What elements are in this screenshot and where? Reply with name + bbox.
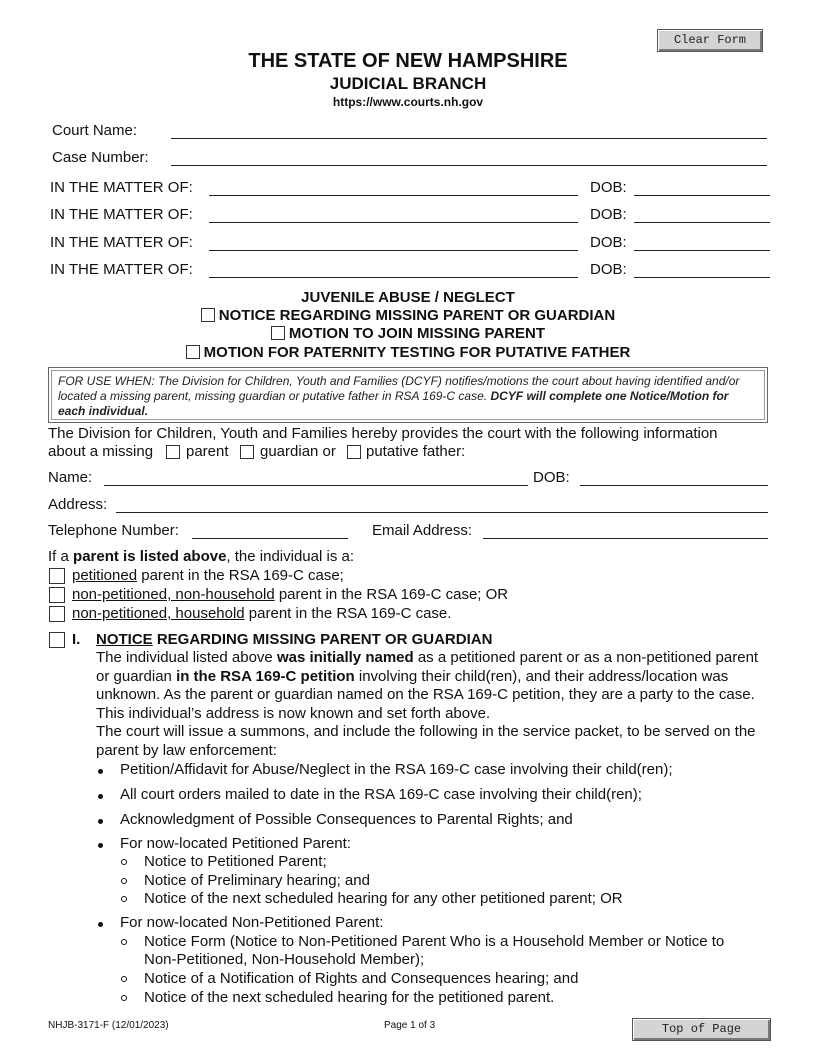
section1-title-rest: REGARDING MISSING PARENT OR GUARDIAN bbox=[152, 631, 493, 648]
missing-parent-label: parent bbox=[186, 443, 229, 460]
sub-bullet-ring bbox=[121, 859, 127, 865]
putative-father-label: putative father: bbox=[366, 443, 466, 460]
p-a: The individual listed above bbox=[96, 649, 277, 666]
household-label-rest: parent in the RSA 169-C case. bbox=[244, 605, 452, 622]
section1-title bbox=[96, 631, 492, 649]
sub-bullet-item: Notice of Preliminary hearing; and bbox=[144, 872, 370, 889]
phone-field[interactable] bbox=[192, 538, 348, 539]
sub-bullet-item: Notice of a Notification of Rights and Consequences hearing; and bbox=[144, 970, 579, 987]
sub-bullet-ring bbox=[121, 939, 127, 945]
matter-of-field[interactable] bbox=[209, 277, 578, 278]
matter-dob-label: DOB: bbox=[590, 234, 627, 251]
court-url: https://www.courts.nh.gov bbox=[332, 95, 484, 109]
email-label: Email Address: bbox=[372, 522, 473, 539]
listed-post: , the individual is a: bbox=[226, 548, 354, 565]
clear-form-button[interactable]: Clear Form bbox=[657, 29, 763, 52]
p-d: in the RSA 169-C petition bbox=[176, 667, 355, 685]
section1-checkbox[interactable] bbox=[49, 632, 65, 648]
bullet-dot bbox=[98, 819, 103, 824]
form-title: JUVENILE ABUSE / NEGLECT bbox=[301, 289, 515, 306]
person-dob-label: DOB: bbox=[533, 469, 570, 486]
household-label-u: non-petitioned, household bbox=[72, 605, 245, 622]
case-number-field[interactable] bbox=[171, 165, 767, 166]
non-household-checkbox[interactable] bbox=[49, 587, 65, 603]
bullet-item: All court orders mailed to date in the RSA 169-C case involving their child(ren); bbox=[120, 786, 642, 803]
matter-dob-field[interactable] bbox=[634, 250, 770, 251]
court-name-field[interactable] bbox=[171, 138, 767, 139]
sub-bullet-ring bbox=[121, 995, 127, 1001]
title-option-join-label: MOTION TO JOIN MISSING PARENT bbox=[288, 325, 546, 342]
page-number: Page 1 of 3 bbox=[384, 1020, 436, 1031]
missing-parent-checkbox[interactable] bbox=[166, 445, 180, 459]
household-checkbox[interactable] bbox=[49, 606, 65, 622]
state-title: THE STATE OF NEW HAMPSHIRE bbox=[248, 50, 568, 72]
non-household-label-rest: parent in the RSA 169-C case; OR bbox=[274, 586, 509, 603]
intro-line: The Division for Children, Youth and Families hereby provides the court with the following information bbox=[48, 425, 718, 442]
bullet-item: Acknowledgment of Possible Consequences to Parental Rights; and bbox=[120, 811, 573, 828]
phone-label: Telephone Number: bbox=[48, 522, 179, 539]
section1-title-u: NOTICE bbox=[96, 631, 153, 648]
household-label bbox=[72, 605, 451, 623]
matter-of-label: IN THE MATTER OF: bbox=[50, 179, 193, 196]
sub-bullet-ring bbox=[121, 976, 127, 982]
bullet-dot bbox=[98, 769, 103, 774]
bullet-dot bbox=[98, 794, 103, 799]
motion-join-checkbox[interactable] bbox=[271, 326, 285, 340]
bullet-item: For now-located Petitioned Parent: bbox=[120, 835, 351, 852]
title-option-paternity bbox=[0, 344, 816, 362]
missing-guardian-checkbox[interactable] bbox=[240, 445, 254, 459]
name-field[interactable] bbox=[104, 485, 528, 486]
top-of-page-button[interactable]: Top of Page bbox=[632, 1018, 771, 1041]
non-household-label-u: non-petitioned, non-household bbox=[72, 586, 275, 603]
usage-note-bold: DCYF will complete one Notice/Motion for each individual. bbox=[58, 389, 729, 418]
sub-bullet-ring bbox=[121, 878, 127, 884]
usage-note-box bbox=[48, 367, 768, 423]
petitioned-label-rest: parent in the RSA 169-C case; bbox=[137, 567, 344, 584]
sub-bullet-item: Notice of the next scheduled hearing for any other petitioned parent; OR bbox=[144, 890, 623, 907]
p-b: was initially named bbox=[276, 649, 414, 666]
petitioned-label bbox=[72, 567, 344, 585]
matter-dob-label: DOB: bbox=[590, 206, 627, 223]
p-e: involving their child(ren), and their address/location was unknown. As the parent or guardian named on the RSA 169-C petition, they are a party to the case. This individual’s address is now known and set forth above. bbox=[96, 667, 755, 722]
petitioned-checkbox[interactable] bbox=[49, 568, 65, 584]
matter-dob-label: DOB: bbox=[590, 179, 627, 196]
matter-of-label: IN THE MATTER OF: bbox=[50, 206, 193, 223]
branch-title: JUDICIAL BRANCH bbox=[329, 74, 487, 93]
matter-of-label: IN THE MATTER OF: bbox=[50, 234, 193, 251]
title-option-paternity-label: MOTION FOR PATERNITY TESTING FOR PUTATIVE FATHER bbox=[203, 344, 631, 361]
motion-paternity-checkbox[interactable] bbox=[186, 345, 200, 359]
matter-of-field[interactable] bbox=[209, 250, 578, 251]
bullet-item: Petition/Affidavit for Abuse/Neglect in the RSA 169-C case involving their child(ren); bbox=[120, 761, 673, 778]
matter-dob-field[interactable] bbox=[634, 195, 770, 196]
sub-bullet-ring bbox=[121, 896, 127, 902]
notice-checkbox[interactable] bbox=[201, 308, 215, 322]
matter-of-field[interactable] bbox=[209, 222, 578, 223]
usage-note bbox=[51, 370, 765, 420]
petitioned-label-u: petitioned bbox=[72, 567, 138, 584]
name-label: Name: bbox=[48, 469, 93, 486]
p-c: as a petitioned parent or as a non-petitioned parent or guardian bbox=[96, 649, 759, 685]
bullet-dot bbox=[98, 843, 103, 848]
non-household-label bbox=[72, 586, 508, 604]
address-label: Address: bbox=[48, 496, 108, 513]
matter-dob-label: DOB: bbox=[590, 261, 627, 278]
intro-missing-label: about a missing bbox=[48, 443, 154, 460]
address-field[interactable] bbox=[116, 512, 768, 513]
title-option-join bbox=[0, 325, 816, 343]
matter-of-label: IN THE MATTER OF: bbox=[50, 261, 193, 278]
listed-pre: If a bbox=[48, 548, 69, 565]
title-option-notice-label: NOTICE REGARDING MISSING PARENT OR GUARDIAN bbox=[218, 307, 616, 324]
email-field[interactable] bbox=[483, 538, 768, 539]
intro-line-2 bbox=[48, 443, 153, 461]
sub-bullet-item-cont: Non-Petitioned, Non-Household Member); bbox=[144, 951, 425, 968]
section1-paragraph bbox=[96, 649, 768, 723]
form-id: NHJB-3171-F (12/01/2023) bbox=[48, 1020, 169, 1031]
person-dob-field[interactable] bbox=[580, 485, 768, 486]
sub-bullet-item: Notice of the next scheduled hearing for the petitioned parent. bbox=[144, 989, 555, 1006]
section1-number: I. bbox=[72, 631, 81, 648]
putative-father-checkbox[interactable] bbox=[347, 445, 361, 459]
section1-paragraph-2: The court will issue a summons, and include the following in the service packet, to be served on the parent by law enforcement: bbox=[96, 723, 756, 759]
listed-bold: parent is listed above bbox=[73, 548, 227, 565]
sub-bullet-item: Notice to Petitioned Parent; bbox=[144, 853, 327, 870]
case-number-label: Case Number: bbox=[52, 149, 149, 166]
bullet-dot bbox=[98, 922, 103, 927]
missing-guardian-label: guardian or bbox=[260, 443, 336, 460]
matter-of-field[interactable] bbox=[209, 195, 578, 196]
title-option-notice bbox=[0, 307, 816, 325]
sub-bullet-item: Notice Form (Notice to Non-Petitioned Parent Who is a Household Member or Notice to bbox=[144, 933, 725, 950]
court-name-label: Court Name: bbox=[52, 122, 138, 139]
bullet-item: For now-located Non-Petitioned Parent: bbox=[120, 914, 384, 931]
matter-dob-field[interactable] bbox=[634, 277, 770, 278]
usage-note-text: FOR USE WHEN: The Division for Children, Youth and Families (DCYF) notifies/motions the court about having identified and/or located a missing parent, missing guardian or putative father in RSA 169-C case. bbox=[58, 374, 740, 403]
listed-intro bbox=[48, 548, 354, 566]
matter-dob-field[interactable] bbox=[634, 222, 770, 223]
